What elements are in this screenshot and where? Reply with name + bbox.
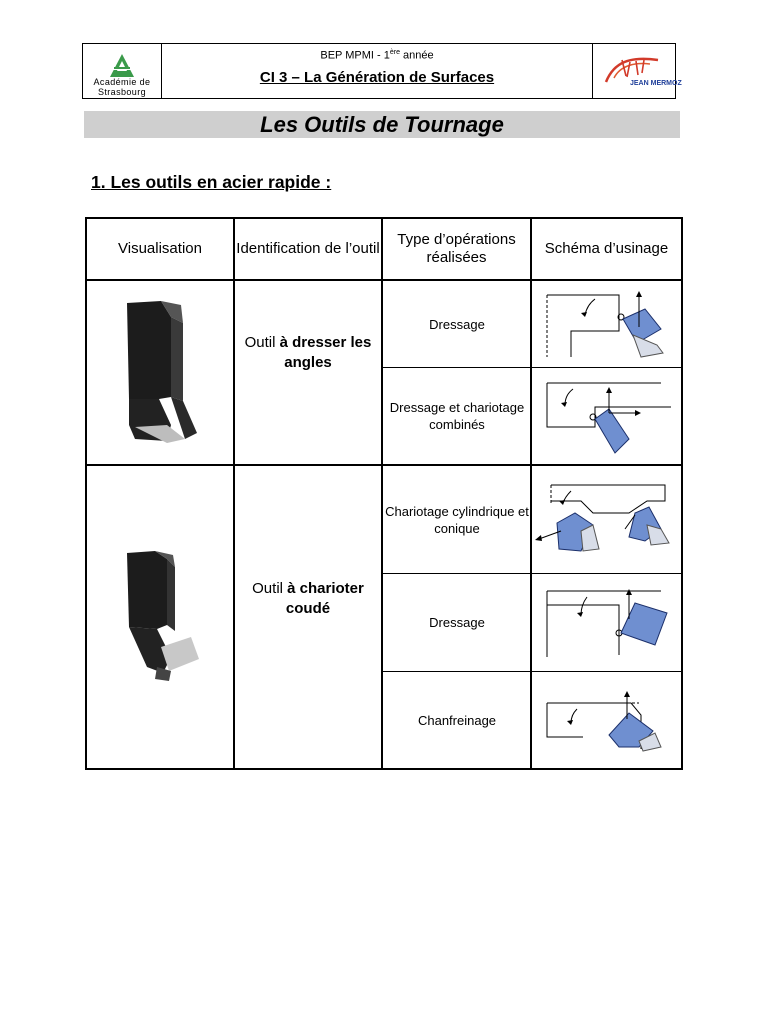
header-visualisation: Visualisation (118, 240, 202, 257)
lycee-logo-icon (600, 52, 682, 90)
subject-title: CI 3 – La Génération de Surfaces (259, 69, 495, 86)
section-heading: 1. Les outils en acier rapide : (91, 172, 332, 192)
schema-dressage-chariotage (543, 377, 675, 459)
page-title: Les Outils de Tournage (260, 112, 504, 137)
schema-chanfreinage (543, 689, 673, 761)
tool-dresser-name: Outil à dresser les angles (244, 334, 372, 371)
schema-dressage-2 (543, 585, 673, 663)
op-chariotage: Chariotage cylindrique et conique (385, 503, 529, 536)
op-chanfreinage: Chanfreinage (417, 712, 497, 728)
tool-charioter-image (117, 547, 203, 692)
op-dressage-2: Dressage (429, 615, 485, 630)
header-identification: Identification de l’outil (236, 240, 380, 257)
header-operations: Type d’opérations réalisées (397, 231, 516, 266)
course-line: BEP MPMI - 1ère année (320, 49, 434, 62)
tools-table (85, 217, 683, 770)
header-schema: Schéma d’usinage (544, 240, 669, 257)
op-dressage-chariotage: Dressage et chariotage combinés (389, 400, 525, 432)
svg-text:JEAN MERMOZ: JEAN MERMOZ (630, 80, 682, 87)
academy-block (83, 44, 162, 98)
academy-logo-icon (107, 52, 137, 78)
tool-charioter-name: Outil à charioter coudé (252, 580, 364, 617)
course-block (162, 44, 593, 98)
document-header (82, 43, 682, 99)
schema-dressage-1 (545, 287, 673, 359)
school-block (593, 44, 682, 98)
title-band (84, 111, 680, 138)
op-dressage-1: Dressage (429, 316, 485, 332)
tool-dresser-image (115, 299, 203, 449)
schema-chariotage (537, 479, 679, 565)
academy-name: Académie de Strasbourg (93, 77, 151, 97)
